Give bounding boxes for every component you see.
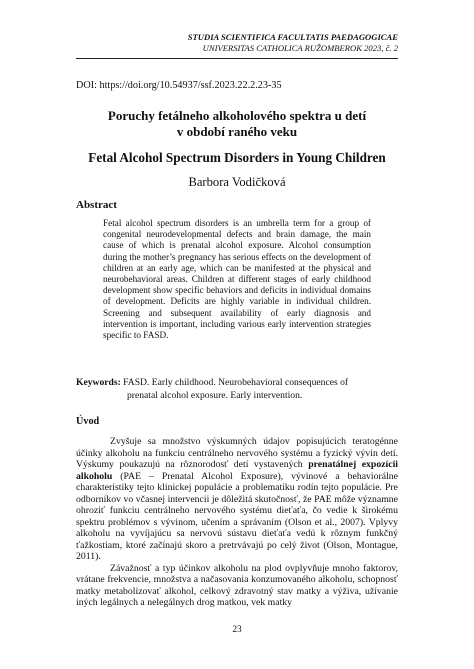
title-english: Fetal Alcohol Spectrum Disorders in Young Children	[88, 150, 386, 165]
paragraph-1-part-a: Zvyšuje sa množstvo výskumných údajov popisujúcich teratogénne účinky alkoholu na funkciu centrálneho nervového systému a fyzický vývin detí. Výskumy poukazujú na rôznorodosť detí vystavených	[76, 436, 401, 470]
section-heading: Úvod	[76, 416, 100, 427]
paragraph-1-bold: prenatálnej expozícii alkoholu	[76, 459, 399, 482]
body-text	[76, 436, 401, 609]
running-head	[188, 32, 398, 54]
paragraph-2: Závažnosť a typ účinkov alkoholu na plod ovplyvňuje mnoho faktorov, vrátane frekvencie, množstva a načasovania konzumovaného alkoholu, schopnosť matky metabolizovať alkohol, celkový zdravotný stav matky a výživa, užívanie iných legálnych a nelegálnych drog matkou, vek matky	[76, 562, 398, 608]
journal-name: STUDIA SCIENTIFICA FACULTATIS PAEDAGOGICAE	[187, 32, 398, 42]
keywords-label: Keywords:	[76, 377, 121, 388]
paragraph-1-part-b: (PAE – Prenatal Alcohol Exposure), vývinové a behaviorálne charakteristiky tejto klinickej populácie a problematiku rodín tejto populácie. Pre odborníkov vo včasnej intervencii je dôležitá skutočnosť, že PAE môže významne ohroziť funkciu centrálneho nervového systému dieťaťa, čo vedie k širokému spektru problémov s vývinom, učením a správaním (Olson et al., 2007). Vplyvy alkoholu na vyvíjajúcu sa nervovú sústavu dieťaťa vedú k rôznym funkčný ťažkostiam, ktoré začínajú skoro a pretrvávajú po celý život (Olson, Montague, 2011).	[76, 470, 401, 562]
keywords-line2: prenatal alcohol exposure. Early intervention.	[127, 389, 303, 401]
title-slovak-line1: Poruchy fetálneho alkoholového spektra u detí	[107, 108, 367, 123]
abstract-heading: Abstract	[76, 199, 117, 211]
keywords	[76, 377, 374, 402]
title-slovak	[60, 108, 414, 140]
header-rule	[76, 58, 398, 59]
page-number: 23	[232, 625, 242, 635]
keywords-line1: FASD. Early childhood. Neurobehavioral consequences of	[120, 377, 349, 388]
title-slovak-line2: v období raného veku	[176, 124, 298, 139]
paragraph-1	[76, 436, 401, 563]
author-name: Barbora Vodičková	[188, 175, 286, 189]
doi-line[interactable]: DOI: https://doi.org/10.54937/ssf.2023.22.2.23-35	[76, 80, 282, 91]
journal-issue: UNIVERSITAS CATHOLICA RUŽOMBEROK 2023, č. 2	[202, 43, 398, 53]
abstract-text: Fetal alcohol spectrum disorders is an umbrella term for a group of congenital neurodevelopmental defects and brain damage, the main cause of which is prenatal alcohol exposure. Alcohol consumption during the mother’s pregnancy has serious effects on the development of children at an early age, which can be manifested at the physical and neurobehavioral areas. Children at different stages of early childhood development show specific behaviors and deficits in individual domains of development. Deficits are highly variable in individual children. Screening and subsequent availability of early diagnosis and intervention is important, including various early intervention strategies specific to FASD.	[103, 218, 371, 341]
